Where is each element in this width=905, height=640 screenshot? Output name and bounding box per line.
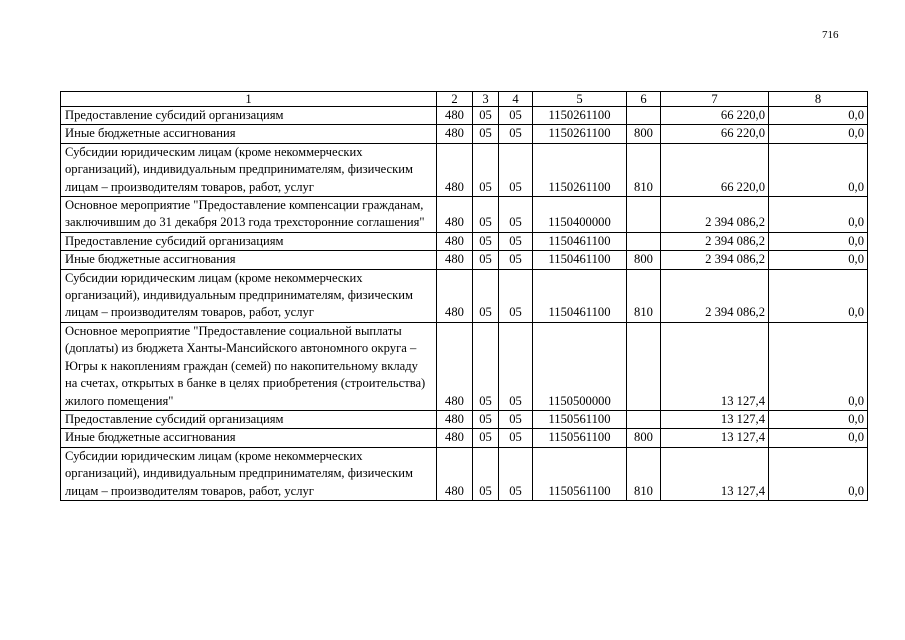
row-target-article-cell: 1150461100 bbox=[533, 251, 627, 269]
row-amount-2-cell: 0,0 bbox=[769, 410, 868, 428]
row-code-cell: 480 bbox=[437, 251, 473, 269]
row-subsection-cell: 05 bbox=[499, 143, 533, 196]
row-amount-2-cell: 0,0 bbox=[769, 447, 868, 500]
row-section-cell: 05 bbox=[473, 269, 499, 322]
page-number: 716 bbox=[822, 29, 839, 41]
row-amount-2-cell: 0,0 bbox=[769, 269, 868, 322]
row-section-cell: 05 bbox=[473, 107, 499, 125]
row-name-cell: Предоставление субсидий организациям bbox=[61, 410, 437, 428]
row-code-cell: 480 bbox=[437, 269, 473, 322]
header-cell-8: 8 bbox=[769, 92, 868, 107]
row-expense-type-cell: 810 bbox=[627, 143, 661, 196]
row-amount-cell: 2 394 086,2 bbox=[661, 269, 769, 322]
table-row bbox=[61, 322, 868, 410]
row-code-cell: 480 bbox=[437, 143, 473, 196]
row-subsection-cell: 05 bbox=[499, 251, 533, 269]
row-target-article-cell: 1150561100 bbox=[533, 410, 627, 428]
row-expense-type-cell bbox=[627, 322, 661, 410]
row-subsection-cell: 05 bbox=[499, 125, 533, 143]
row-name-cell: Предоставление субсидий организациям bbox=[61, 232, 437, 250]
row-subsection-cell: 05 bbox=[499, 232, 533, 250]
header-cell-1: 1 bbox=[61, 92, 437, 107]
header-cell-7: 7 bbox=[661, 92, 769, 107]
row-amount-cell: 13 127,4 bbox=[661, 322, 769, 410]
row-amount-cell: 13 127,4 bbox=[661, 429, 769, 447]
budget-table bbox=[60, 91, 868, 501]
row-target-article-cell: 1150400000 bbox=[533, 197, 627, 233]
row-amount-2-cell: 0,0 bbox=[769, 232, 868, 250]
row-code-cell: 480 bbox=[437, 232, 473, 250]
row-expense-type-cell: 810 bbox=[627, 269, 661, 322]
row-amount-2-cell: 0,0 bbox=[769, 125, 868, 143]
row-name-cell: Предоставление субсидий организациям bbox=[61, 107, 437, 125]
row-section-cell: 05 bbox=[473, 429, 499, 447]
table-row bbox=[61, 410, 868, 428]
row-amount-2-cell: 0,0 bbox=[769, 322, 868, 410]
row-expense-type-cell bbox=[627, 410, 661, 428]
row-section-cell: 05 bbox=[473, 143, 499, 196]
table-row bbox=[61, 125, 868, 143]
table-header-row bbox=[61, 92, 868, 107]
table-row bbox=[61, 251, 868, 269]
row-amount-2-cell: 0,0 bbox=[769, 197, 868, 233]
row-target-article-cell: 1150261100 bbox=[533, 125, 627, 143]
table-row bbox=[61, 107, 868, 125]
row-expense-type-cell bbox=[627, 232, 661, 250]
row-code-cell: 480 bbox=[437, 125, 473, 143]
row-code-cell: 480 bbox=[437, 429, 473, 447]
row-expense-type-cell: 810 bbox=[627, 447, 661, 500]
table-row bbox=[61, 429, 868, 447]
header-cell-4: 4 bbox=[499, 92, 533, 107]
row-expense-type-cell: 800 bbox=[627, 429, 661, 447]
row-code-cell: 480 bbox=[437, 410, 473, 428]
header-cell-3: 3 bbox=[473, 92, 499, 107]
header-cell-5: 5 bbox=[533, 92, 627, 107]
row-code-cell: 480 bbox=[437, 447, 473, 500]
row-code-cell: 480 bbox=[437, 322, 473, 410]
row-section-cell: 05 bbox=[473, 410, 499, 428]
row-section-cell: 05 bbox=[473, 447, 499, 500]
table-row bbox=[61, 143, 868, 196]
row-name-cell: Субсидии юридическим лицам (кроме некоммерческих организаций), индивидуальным предпринимателям, физическим лицам – производителям товаров, работ, услуг bbox=[61, 269, 437, 322]
row-target-article-cell: 1150261100 bbox=[533, 143, 627, 196]
table-row bbox=[61, 197, 868, 233]
row-name-cell: Иные бюджетные ассигнования bbox=[61, 251, 437, 269]
row-section-cell: 05 bbox=[473, 251, 499, 269]
row-target-article-cell: 1150461100 bbox=[533, 232, 627, 250]
table-row bbox=[61, 269, 868, 322]
row-name-cell: Иные бюджетные ассигнования bbox=[61, 125, 437, 143]
table-row bbox=[61, 447, 868, 500]
row-section-cell: 05 bbox=[473, 125, 499, 143]
row-subsection-cell: 05 bbox=[499, 447, 533, 500]
row-name-cell: Основное мероприятие "Предоставление компенсации гражданам, заключившим до 31 декабря 2013 года трехсторонние соглашения" bbox=[61, 197, 437, 233]
row-subsection-cell: 05 bbox=[499, 410, 533, 428]
row-target-article-cell: 1150561100 bbox=[533, 447, 627, 500]
row-name-cell: Основное мероприятие "Предоставление социальной выплаты (доплаты) из бюджета Ханты-Мансийского автономного округа – Югры к накоплениям граждан (семей) по накопительному вкладу на счетах, открытых в банке в целях приобретения (строительства) жилого помещения" bbox=[61, 322, 437, 410]
row-amount-cell: 13 127,4 bbox=[661, 410, 769, 428]
row-target-article-cell: 1150561100 bbox=[533, 429, 627, 447]
row-amount-cell: 66 220,0 bbox=[661, 143, 769, 196]
row-section-cell: 05 bbox=[473, 197, 499, 233]
row-name-cell: Субсидии юридическим лицам (кроме некоммерческих организаций), индивидуальным предпринимателям, физическим лицам – производителям товаров, работ, услуг bbox=[61, 143, 437, 196]
row-target-article-cell: 1150261100 bbox=[533, 107, 627, 125]
row-amount-cell: 13 127,4 bbox=[661, 447, 769, 500]
row-section-cell: 05 bbox=[473, 322, 499, 410]
row-subsection-cell: 05 bbox=[499, 197, 533, 233]
row-expense-type-cell: 800 bbox=[627, 251, 661, 269]
header-cell-6: 6 bbox=[627, 92, 661, 107]
row-amount-2-cell: 0,0 bbox=[769, 251, 868, 269]
row-expense-type-cell: 800 bbox=[627, 125, 661, 143]
row-target-article-cell: 1150500000 bbox=[533, 322, 627, 410]
row-target-article-cell: 1150461100 bbox=[533, 269, 627, 322]
row-subsection-cell: 05 bbox=[499, 269, 533, 322]
table-row bbox=[61, 232, 868, 250]
row-code-cell: 480 bbox=[437, 107, 473, 125]
row-name-cell: Иные бюджетные ассигнования bbox=[61, 429, 437, 447]
row-amount-2-cell: 0,0 bbox=[769, 107, 868, 125]
row-amount-cell: 2 394 086,2 bbox=[661, 251, 769, 269]
row-code-cell: 480 bbox=[437, 197, 473, 233]
row-amount-cell: 66 220,0 bbox=[661, 107, 769, 125]
row-amount-2-cell: 0,0 bbox=[769, 429, 868, 447]
header-cell-2: 2 bbox=[437, 92, 473, 107]
row-subsection-cell: 05 bbox=[499, 429, 533, 447]
row-expense-type-cell bbox=[627, 197, 661, 233]
row-expense-type-cell bbox=[627, 107, 661, 125]
row-amount-cell: 2 394 086,2 bbox=[661, 232, 769, 250]
row-subsection-cell: 05 bbox=[499, 322, 533, 410]
row-section-cell: 05 bbox=[473, 232, 499, 250]
row-name-cell: Субсидии юридическим лицам (кроме некоммерческих организаций), индивидуальным предпринимателям, физическим лицам – производителям товаров, работ, услуг bbox=[61, 447, 437, 500]
row-amount-cell: 66 220,0 bbox=[661, 125, 769, 143]
row-subsection-cell: 05 bbox=[499, 107, 533, 125]
row-amount-cell: 2 394 086,2 bbox=[661, 197, 769, 233]
row-amount-2-cell: 0,0 bbox=[769, 143, 868, 196]
